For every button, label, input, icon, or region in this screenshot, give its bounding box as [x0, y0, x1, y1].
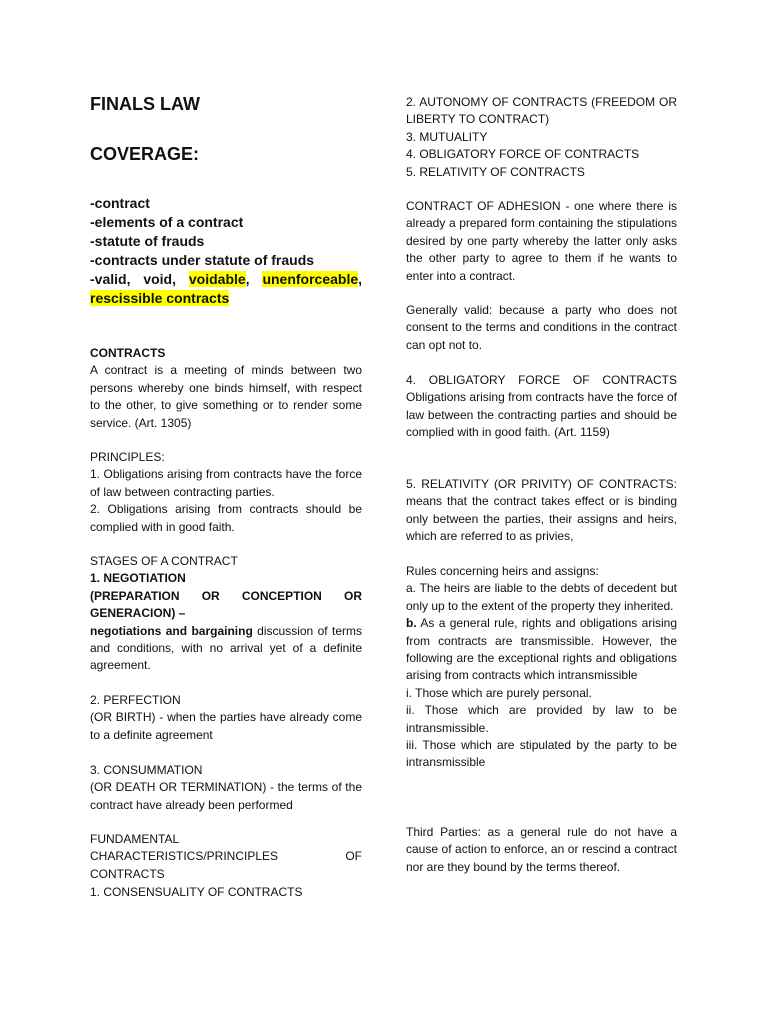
- rules-heading: Rules concerning heirs and assigns:: [406, 564, 599, 578]
- stages-heading: STAGES OF A CONTRACT: [90, 554, 238, 568]
- adhesion-paragraph: [406, 198, 677, 285]
- fundamental-item: [90, 884, 362, 901]
- obligatory-body: Obligations arising from contracts have the force of law between the contracting parties and should be complied with in good faith. (Art. 1159): [406, 390, 677, 440]
- fundamental-section: [90, 831, 362, 883]
- rule-exception: ii. Those which are provided by law to be intransmissible.: [406, 703, 677, 735]
- stage-subtitle: GENERACION) –: [90, 606, 186, 621]
- third-parties-text: Third Parties: as a general rule do not have a cause of action to enforce, an or rescind a contract nor are they bound by the terms thereof.: [406, 825, 677, 874]
- stage-description-text: discussion of terms and conditions, with no arrival yet of a definite agreement.: [90, 623, 363, 673]
- coverage-list: [90, 194, 362, 308]
- comma: ,: [358, 271, 363, 287]
- fundamental-item-text: 3. MUTUALITY: [406, 129, 488, 144]
- document-title: FINALS LAW: [90, 94, 200, 114]
- stage-perfection: [90, 692, 362, 744]
- rule-label: b.: [406, 616, 417, 631]
- stage-description: (OR BIRTH) - when the parties have already come to a definite agreement: [90, 710, 362, 742]
- fundamental-item-text: 2. AUTONOMY OF CONTRACTS (FREEDOM OR LIBERTY TO CONTRACT): [406, 95, 677, 127]
- stage-consummation: [90, 762, 362, 814]
- stage-title: 1. NEGOTIATION: [90, 571, 186, 586]
- principle-item: 1. Obligations arising from contracts have the force of law between contracting parties.: [90, 467, 362, 499]
- highlight-rescissible: rescissible contracts: [90, 290, 230, 306]
- adhesion-text: CONTRACT OF ADHESION - one where there is already a prepared form containing the stipulations desired by one party whereby the latter only asks the other party to agree to them if he wants to enter into a contract.: [406, 199, 677, 283]
- contracts-definition: A contract is a meeting of minds between two persons whereby one binds himself, with respect to the other, to give something or to render some service. (Art. 1305): [90, 363, 362, 430]
- principles-section: [90, 449, 362, 536]
- fundamental-list-continued: [406, 94, 677, 181]
- coverage-item: -contract: [90, 195, 150, 211]
- relativity-paragraph: [406, 476, 677, 546]
- highlight-voidable: voidable: [188, 271, 246, 287]
- third-parties-paragraph: [406, 824, 677, 876]
- stage-description: [90, 623, 362, 675]
- coverage-heading: COVERAGE:: [90, 144, 200, 164]
- coverage-item-rescissible: [90, 289, 362, 308]
- fundamental-item-text: 1. CONSENSUALITY OF CONTRACTS: [90, 885, 303, 899]
- contracts-heading: CONTRACTS: [90, 346, 166, 360]
- fundamental-item-text: 4. OBLIGATORY FORCE OF CONTRACTS: [406, 147, 640, 162]
- rule-item: [406, 615, 677, 685]
- obligatory-heading: 4. OBLIGATORY FORCE OF CONTRACTS: [406, 373, 677, 387]
- generally-valid-text: Generally valid: because a party who does not consent to the terms and conditions in the contract can opt not to.: [406, 303, 677, 352]
- coverage-item: -contracts under statute of frauds: [90, 252, 315, 268]
- highlight-unenforceable: unenforceable: [262, 271, 359, 287]
- obligatory-force-section: [406, 372, 677, 442]
- stages-section: [90, 553, 362, 675]
- coverage-item-prefix: -valid, void,: [90, 271, 176, 287]
- coverage-item: -elements of a contract: [90, 214, 244, 230]
- principle-item: 2. Obligations arising from contracts should be complied with in good faith.: [90, 502, 362, 534]
- stage-description: (OR DEATH OR TERMINATION) - the terms of the contract have already been performed: [90, 780, 362, 812]
- principles-heading: PRINCIPLES:: [90, 450, 165, 464]
- stage-subtitle: (PREPARATION OR CONCEPTION OR: [90, 588, 362, 603]
- rule-exception: i. Those which are purely personal.: [406, 685, 592, 700]
- stage-title: 3. CONSUMMATION: [90, 763, 203, 777]
- rules-section: [406, 563, 677, 772]
- rule-exception: iii. Those which are stipulated by the party to be intransmissible: [406, 738, 677, 770]
- rule-item: a. The heirs are liable to the debts of decedent but only up to the extent of the property they inherited.: [406, 581, 677, 613]
- stage-title: 2. PERFECTION: [90, 693, 181, 707]
- fundamental-heading: FUNDAMENTAL CHARACTERISTICS/PRINCIPLES OF CONTRACTS: [90, 832, 362, 881]
- fundamental-item-text: 5. RELATIVITY OF CONTRACTS: [406, 164, 585, 179]
- relativity-text: 5. RELATIVITY (OR PRIVITY) OF CONTRACTS: means that the contract takes effect or is binding only between the parties, their assigns and heirs, which are referred to as privies,: [406, 477, 677, 544]
- generally-valid-paragraph: [406, 302, 677, 354]
- coverage-item-contract-kinds: [90, 270, 362, 289]
- coverage-item: -statute of frauds: [90, 233, 205, 249]
- rule-text: As a general rule, rights and obligations arising from contracts are transmissible. However, the following are the exceptional rights and obligations arising from contracts which intransmissible: [406, 616, 677, 683]
- contracts-section: [90, 345, 362, 432]
- comma: ,: [245, 271, 250, 287]
- stage-bold-term: negotiations and bargaining: [90, 623, 253, 638]
